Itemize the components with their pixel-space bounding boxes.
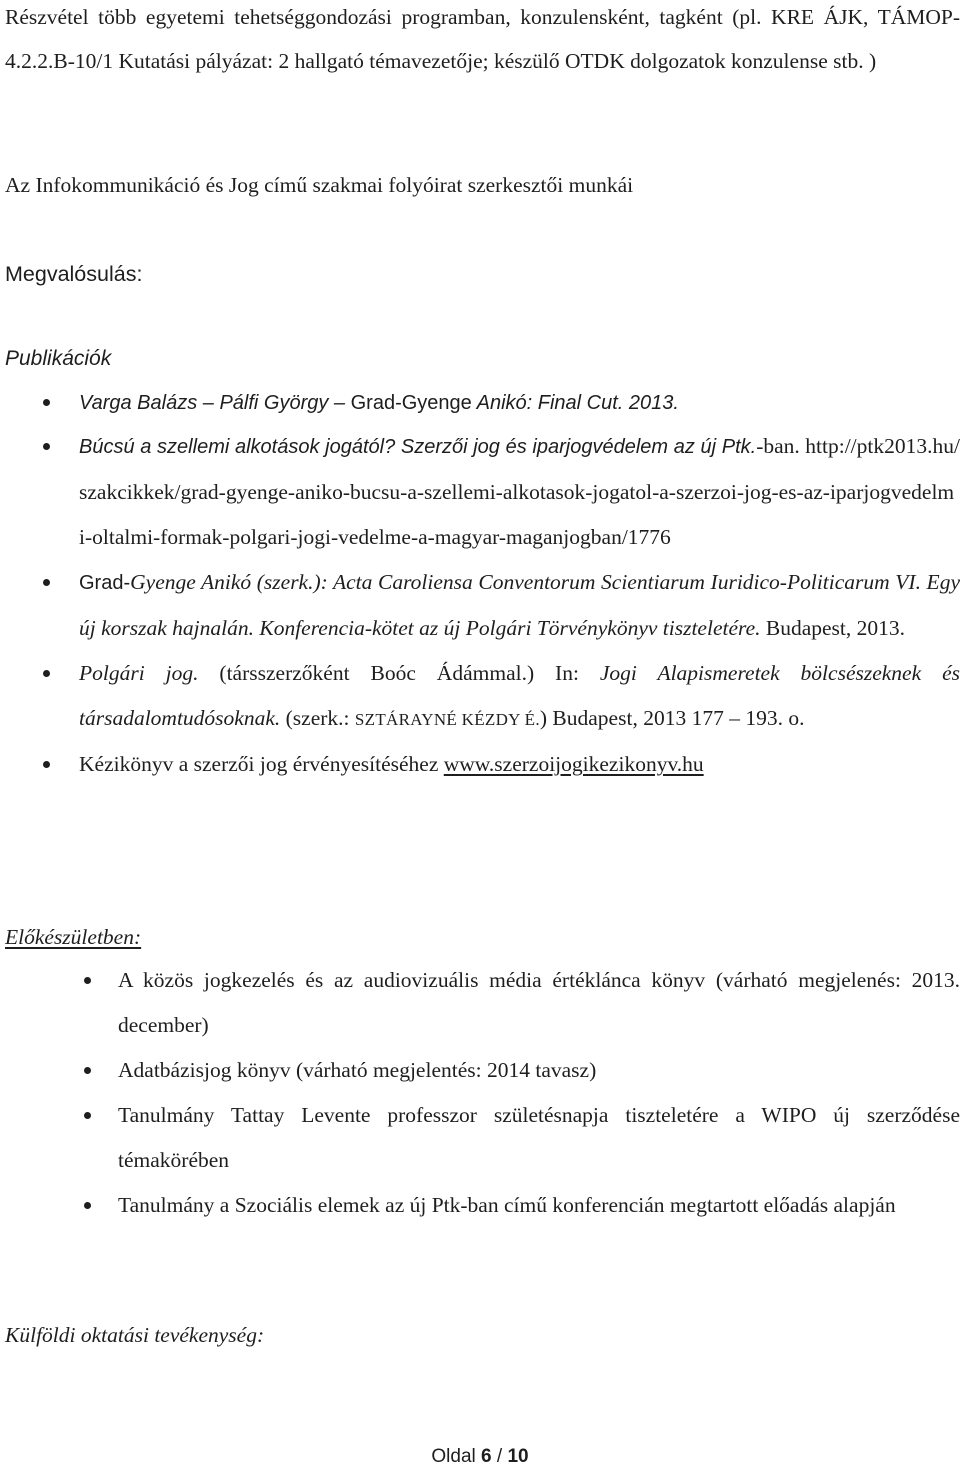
bullet-icon xyxy=(84,1202,91,1209)
bullet-icon xyxy=(84,1067,91,1074)
foreign-teaching-heading: Külföldi oktatási tevékenység: xyxy=(5,1323,265,1347)
bullet-icon xyxy=(43,399,50,406)
editorial-text: Az Infokommunikáció és Jog című szakmai folyóirat szerkesztői munkái xyxy=(5,173,634,197)
ptk-link[interactable]: -ban. http://ptk2013.hu/szakcikkek/grad-gyenge-aniko-bucsu-a-szellemi-alkotasok-jogatol-a-szerzoi-jog-es-az-iparjogvedelmi-oltalmi-formak-polgari-jogi-vedelme-a-magyar-maganjogban/1776 xyxy=(79,434,960,549)
publication-item: Kézikönyv a szerzői jog érvényesítéséhez www.szerzoijogikezikonyv.hu xyxy=(79,742,960,787)
intro-paragraph xyxy=(5,0,960,83)
bullet-icon xyxy=(84,1112,91,1119)
bullet-icon xyxy=(43,670,50,677)
intro-text: Részvétel több egyetemi tehetséggondozási programban, konzulensként, tagként (pl. KRE ÁJK, TÁMOP-4.2.2.B-10/1 Kutatási pályázat: 2 hallgató témavezetője; készülő OTDK dolgozatok konzulense stb. ) xyxy=(5,5,960,73)
publication-item: Búcsú a szellemi alkotások jogától? Szerzői jog és iparjogvédelem az új Ptk.-ban. http://ptk2013.hu/szakcikkek/grad-gyenge-aniko-bucsu-a-szellemi-alkotasok-jogatol-a-szerzoi-jog-es-az-iparjogvedelmi-oltalmi-formak-polgari-jogi-vedelme-a-magyar-maganjogban/1776 xyxy=(79,424,960,560)
handbook-link[interactable]: www.szerzoijogikezikonyv.hu xyxy=(443,752,704,776)
preparation-item: Adatbázisjog könyv (várható megjelentés: 2014 tavasz) xyxy=(118,1048,960,1093)
bullet-icon xyxy=(43,579,50,586)
publications-list xyxy=(79,380,960,787)
preparation-item: A közös jogkezelés és az audiovizuális média értéklánca könyv (várható megjelenés: 2013. december) xyxy=(118,958,960,1048)
bullet-icon xyxy=(43,761,50,768)
publication-item: Varga Balázs – Pálfi György – Grad-Gyenge Anikó: Final Cut. 2013. xyxy=(79,380,960,426)
editorial-paragraph xyxy=(5,163,960,207)
publication-item: Polgári jog. (társszerzőként Boóc Ádámmal.) In: Jogi Alapismeretek bölcsészeknek és társadalomtudósoknak. (szerk.: SZTÁRAYNÉ KÉZDY É.) Budapest, 2013 177 – 193. o. xyxy=(79,651,960,742)
preparation-heading: Előkészületben: xyxy=(5,925,142,949)
realization-heading: Megvalósulás: xyxy=(5,262,143,286)
bullet-icon xyxy=(84,977,91,984)
preparation-item: Tanulmány a Szociális elemek az új Ptk-ban című konferencián megtartott előadás alapján xyxy=(118,1183,960,1228)
preparation-list xyxy=(118,958,960,1228)
publications-heading: Publikációk xyxy=(5,347,112,370)
page-number: Oldal 6 / 10 xyxy=(431,1446,529,1467)
bullet-icon xyxy=(43,443,50,450)
publication-item: Grad-Gyenge Anikó (szerk.): Acta Caroliensa Conventorum Scientiarum Iuridico-Politicarum VI. Egy új korszak hajnalán. Konferencia-kötet az új Polgári Törvénykönyv tiszteletére. Budapest, 2013. xyxy=(79,560,960,651)
preparation-item: Tanulmány Tattay Levente professzor születésnapja tiszteletére a WIPO új szerződése témakörében xyxy=(118,1093,960,1183)
